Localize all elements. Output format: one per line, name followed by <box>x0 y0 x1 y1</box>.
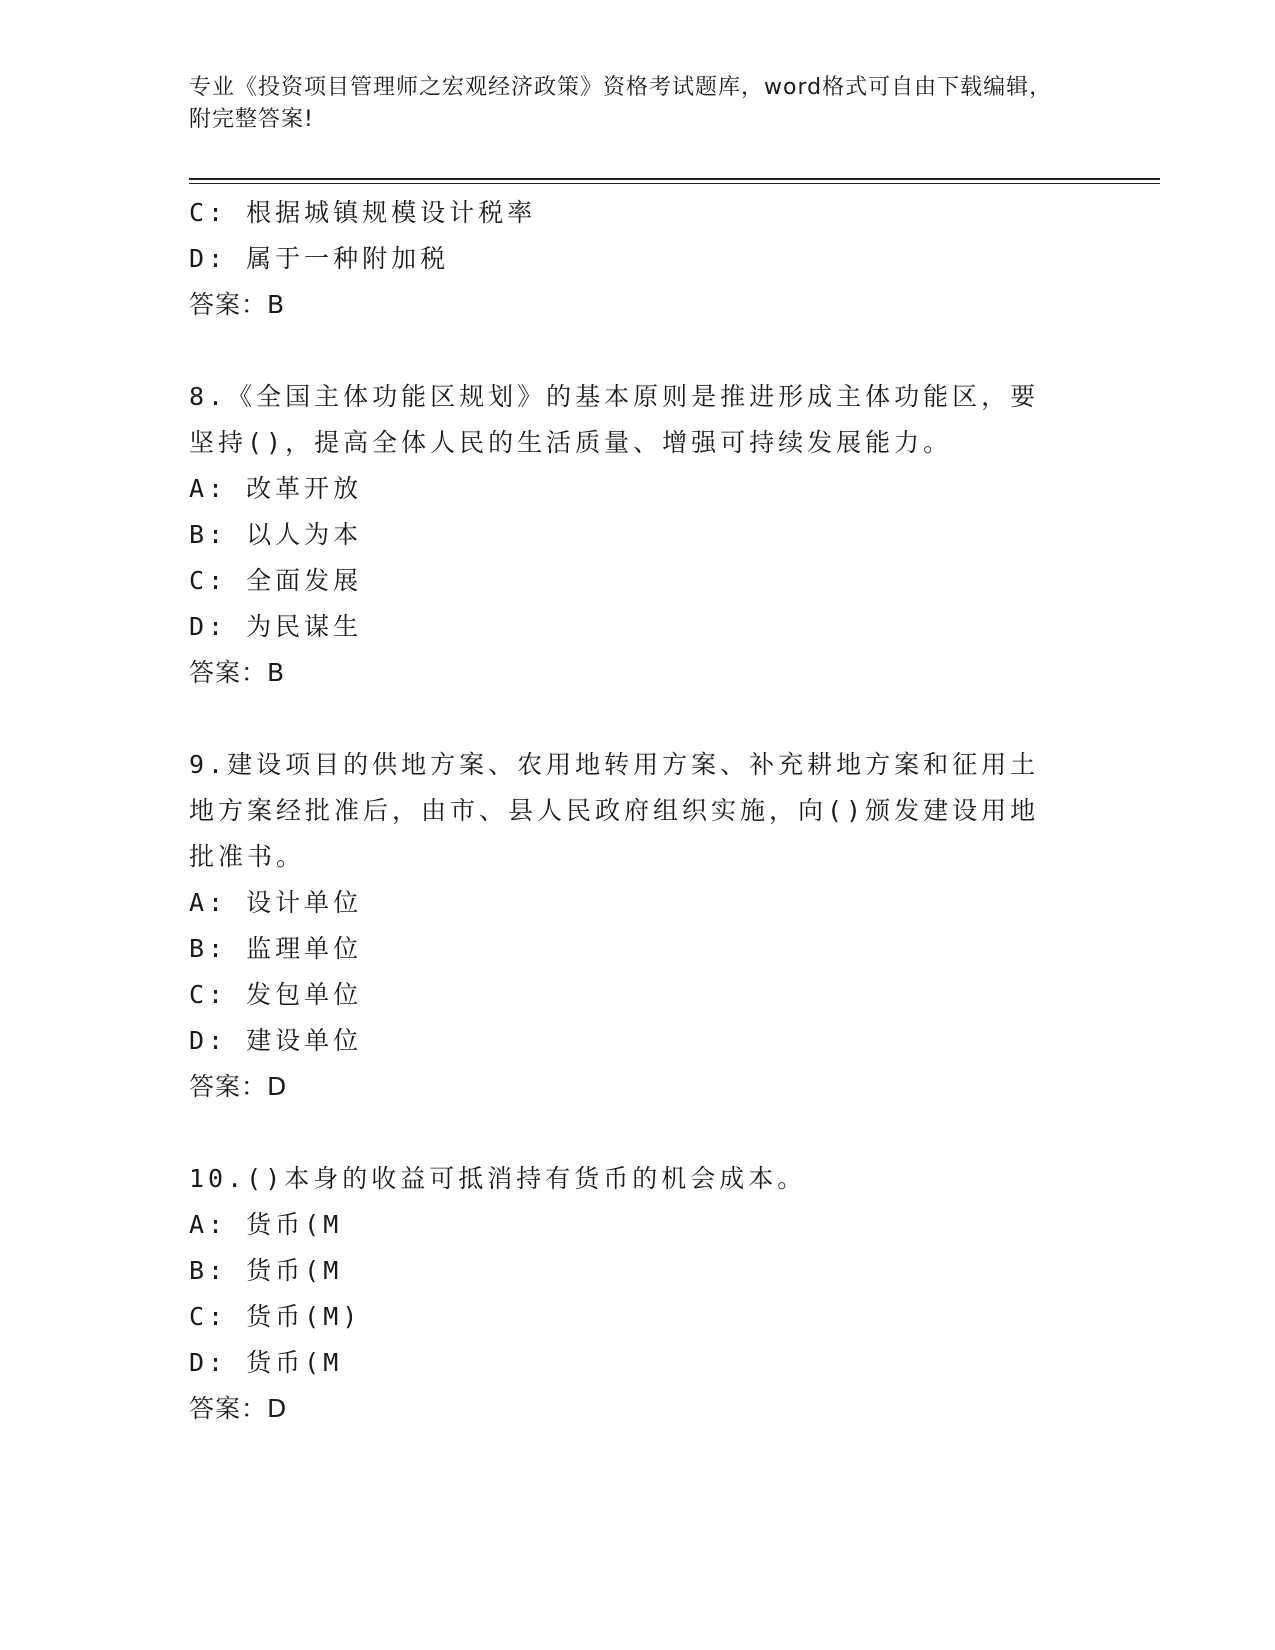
option-b: B: 货币(M <box>189 1256 343 1285</box>
spacer <box>189 696 1069 742</box>
option-c: C: 发包单位 <box>189 980 363 1009</box>
option-d: D: 货币(M <box>189 1348 343 1377</box>
question-list <box>189 190 1069 1432</box>
answer-line: 答案：B <box>189 658 286 687</box>
option-d: D: 建设单位 <box>189 1026 363 1055</box>
header-rule-thick <box>189 178 1160 180</box>
option-a: A: 改革开放 <box>189 474 363 503</box>
question-stem: 10.()本身的收益可抵消持有货币的机会成本。 <box>189 1164 807 1193</box>
option-d: D: 为民谋生 <box>189 612 363 641</box>
option-a: A: 设计单位 <box>189 888 363 917</box>
answer-line: 答案：D <box>189 1394 288 1423</box>
answer-line: 答案：B <box>189 290 286 319</box>
answer-line: 答案：D <box>189 1072 288 1101</box>
option-b: B: 以人为本 <box>189 520 363 549</box>
question-block-7 <box>189 190 1069 328</box>
question-stem: 8.《全国主体功能区规划》的基本原则是推进形成主体功能区，要坚持()，提高全体人民的生活质量、增强可持续发展能力。 <box>189 382 1040 457</box>
question-block-10 <box>189 1156 1069 1432</box>
spacer <box>189 1110 1069 1156</box>
option-b: B: 监理单位 <box>189 934 363 963</box>
question-block-9 <box>189 742 1069 1110</box>
question-block-8 <box>189 374 1069 696</box>
spacer <box>189 328 1069 374</box>
option-c: C: 根据城镇规模设计税率 <box>189 198 537 227</box>
option-c: C: 货币(M) <box>189 1302 362 1331</box>
document-header: 专业《投资项目管理师之宏观经济政策》资格考试题库，word格式可自由下载编辑，附完整答案! <box>189 75 1053 132</box>
question-stem: 9.建设项目的供地方案、农用地转用方案、补充耕地方案和征用土地方案经批准后，由市、县人民政府组织实施，向()颁发建设用地批准书。 <box>189 750 1040 871</box>
option-c: C: 全面发展 <box>189 566 363 595</box>
header-rule-thin <box>189 183 1160 184</box>
option-a: A: 货币(M <box>189 1210 343 1239</box>
option-d: D: 属于一种附加税 <box>189 244 450 273</box>
